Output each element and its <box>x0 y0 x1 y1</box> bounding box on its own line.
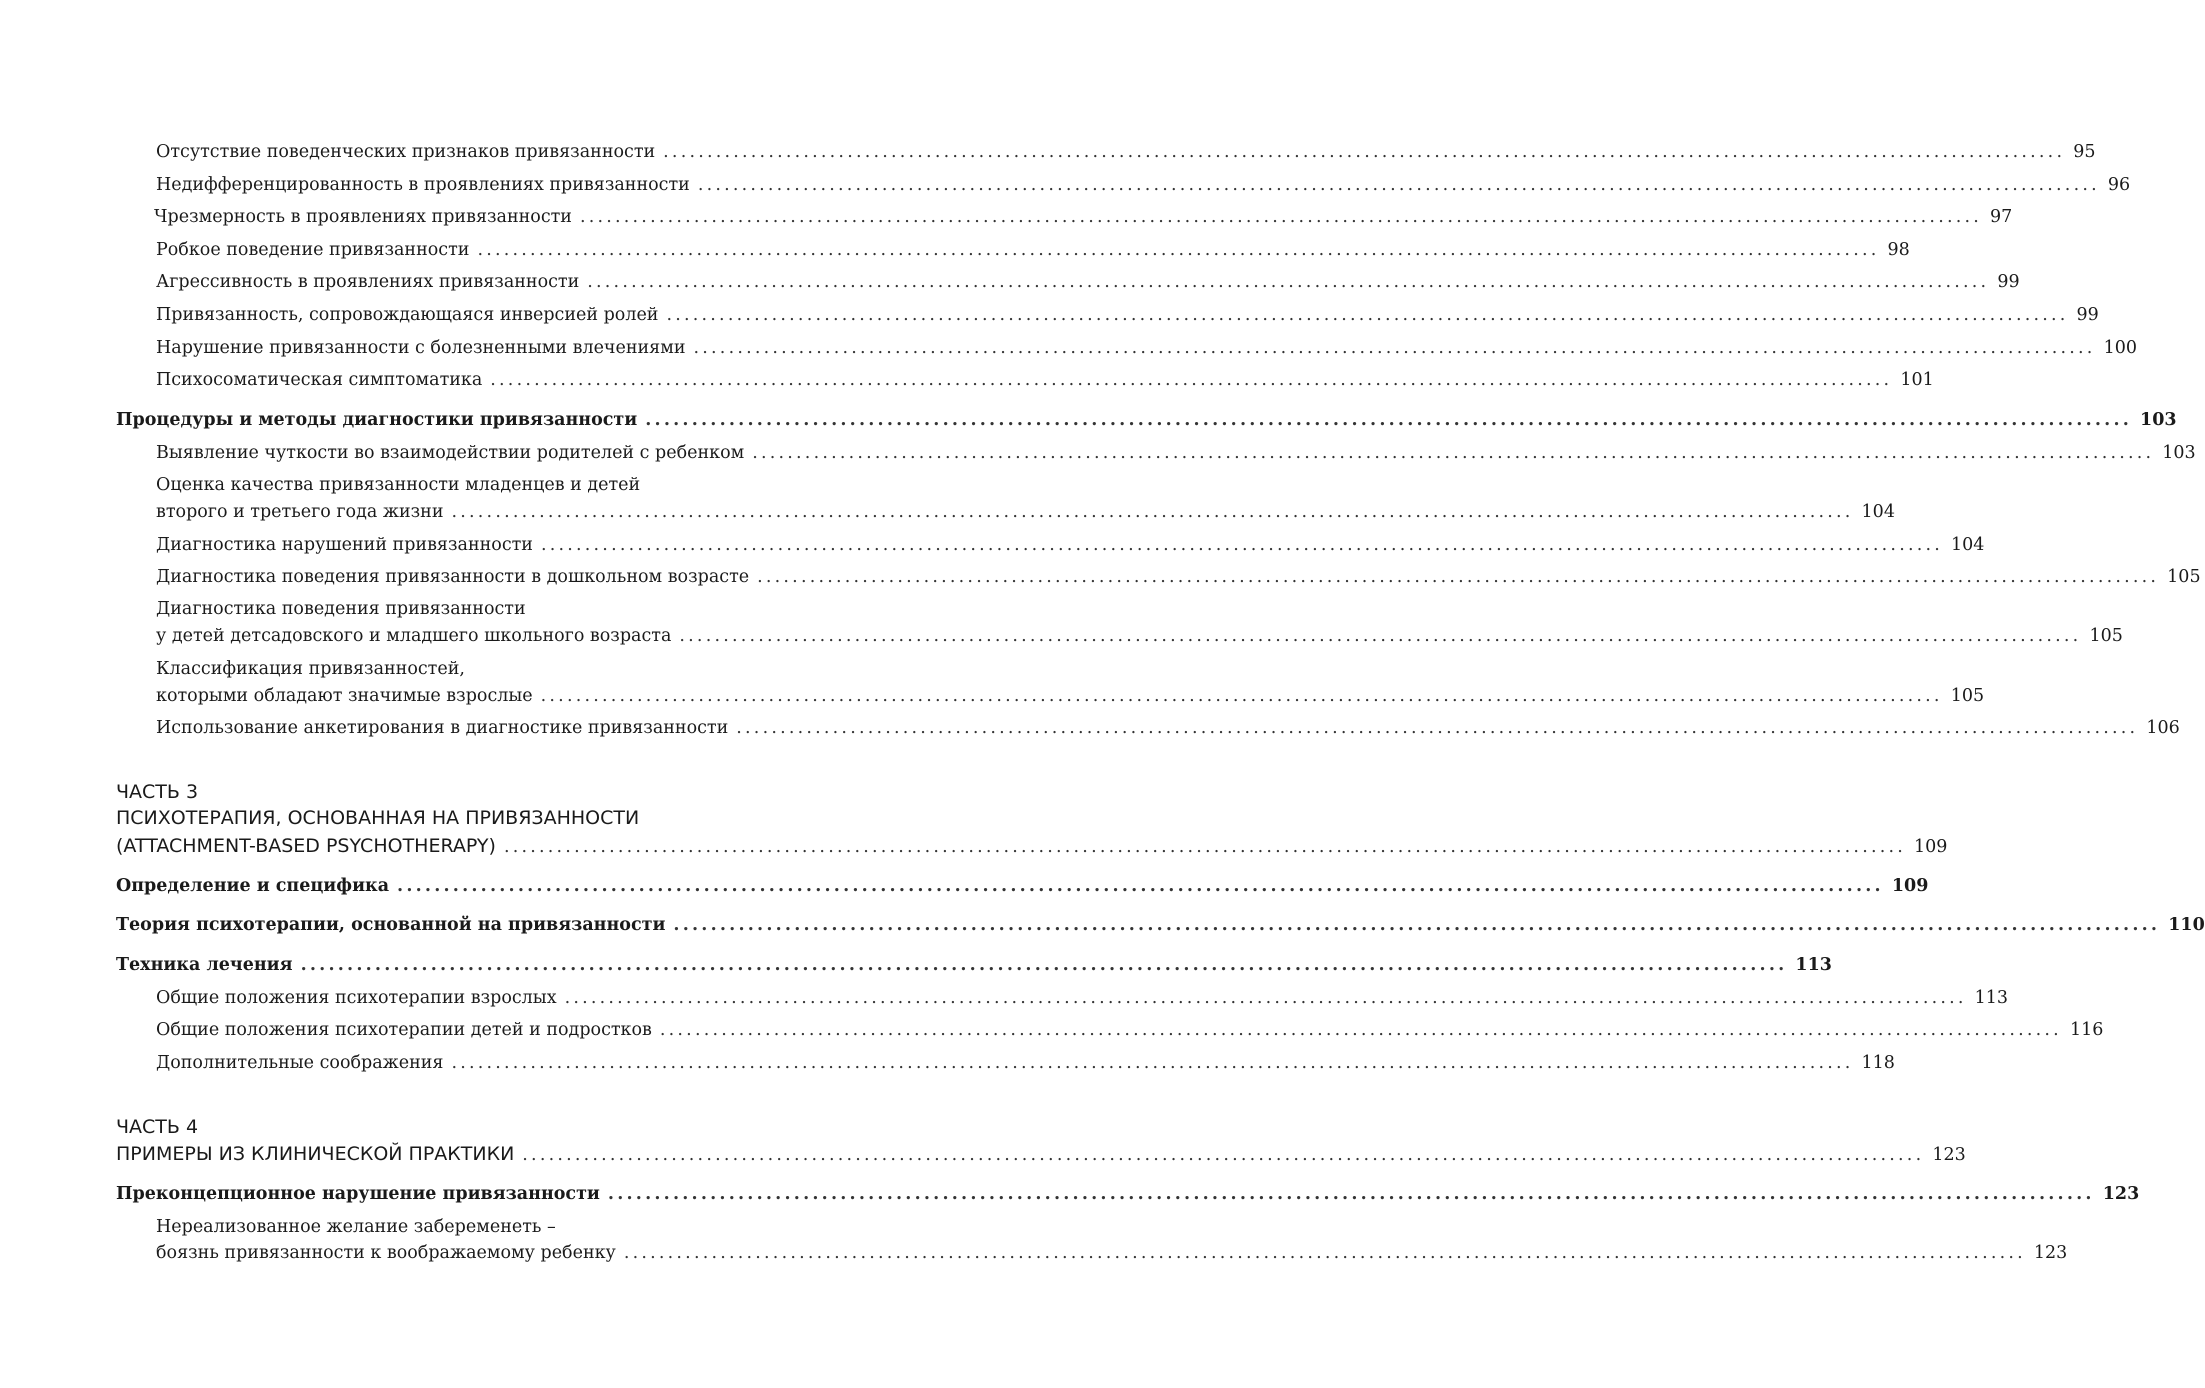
toc-entry-page: 123 <box>2033 1243 2068 1263</box>
toc-section-title: Теория психотерапии, основанной на привязанности <box>116 915 666 935</box>
toc-section-title: Процедуры и методы диагностики привязанности <box>116 410 638 430</box>
dot-leader: ................................................................................................................................................................ <box>693 338 2096 358</box>
toc-entry-title: Робкое поведение привязанности <box>156 240 470 260</box>
toc-entry-page: 96 <box>2107 175 2131 195</box>
toc-section-title: Техника лечения <box>116 955 293 975</box>
dot-leader: ................................................................................................................................................................ <box>607 1184 2095 1204</box>
toc-entry-page: 105 <box>1950 686 1985 706</box>
toc-section <box>116 1180 2140 1208</box>
dot-leader: ................................................................................................................................................................ <box>623 1243 2026 1263</box>
toc-section-page: 123 <box>2102 1184 2140 1204</box>
dot-leader: ................................................................................................................................................................ <box>564 988 1967 1008</box>
toc-entry-first-line: Классификация привязанностей, <box>156 659 465 679</box>
toc-entry <box>156 439 2196 467</box>
toc-entry-title: Привязанность, сопровождающаяся инверсией ролей <box>156 305 659 325</box>
toc-section-page: 109 <box>1891 876 1929 896</box>
dot-leader: ................................................................................................................................................................ <box>659 1020 2062 1040</box>
toc-entry <box>156 622 2123 650</box>
part-page: 123 <box>1932 1145 1966 1165</box>
toc-section-page: 113 <box>1795 955 1832 975</box>
toc-entry-title: боязнь привязанности к воображаемому ребенку <box>156 1243 616 1263</box>
dot-leader: ................................................................................................................................................................ <box>673 915 2161 935</box>
dot-leader: ................................................................................................................................................................ <box>697 175 2100 195</box>
dot-leader: ................................................................................................................................................................ <box>752 443 2155 463</box>
toc-entry-page: 98 <box>1887 240 1910 260</box>
toc-entry-first-line: Оценка качества привязанности младенцев и детей <box>156 475 641 495</box>
toc-section <box>116 406 2177 434</box>
toc-entry-title: Агрессивность в проявлениях привязанности <box>156 272 580 292</box>
toc-entry-title: Психосоматическая симптоматика <box>156 370 483 390</box>
toc-entry <box>156 171 2131 199</box>
toc-part <box>116 832 1948 860</box>
dot-leader: ................................................................................................................................................................ <box>490 370 1893 390</box>
dot-leader: ................................................................................................................................................................ <box>397 876 1884 896</box>
toc-entry-title: Чрезмерность в проявлениях привязанности <box>154 207 572 227</box>
toc-entry <box>156 984 2009 1012</box>
toc-section-page: 103 <box>2140 410 2177 430</box>
toc-entry <box>156 563 2201 591</box>
toc-entry <box>156 531 1985 559</box>
toc-entry <box>156 366 1934 394</box>
dot-leader: ................................................................................................................................................................ <box>736 718 2139 738</box>
toc-entry-title: Отсутствие поведенческих признаков привязанности <box>156 142 656 162</box>
dot-leader: ................................................................................................................................................................ <box>679 626 2082 646</box>
part-title-line: ПСИХОТЕРАПИЯ, ОСНОВАННАЯ НА ПРИВЯЗАННОСТИ <box>116 807 640 829</box>
toc-entry-page: 105 <box>2089 626 2123 646</box>
toc-entry-title: которыми обладают значимые взрослые <box>156 686 533 706</box>
toc-entry-title: Диагностика поведения привязанности в дошкольном возрасте <box>156 567 750 587</box>
toc-entry <box>156 714 2180 742</box>
toc-entry <box>156 301 2099 329</box>
toc-entry-page: 105 <box>2167 567 2201 587</box>
toc-entry-page: 97 <box>1990 207 2013 227</box>
toc-entry-page: 113 <box>1974 988 2009 1008</box>
dot-leader: ................................................................................................................................................................ <box>666 305 2069 325</box>
toc-entry-title: Использование анкетирования в диагностике привязанности <box>156 718 729 738</box>
dot-leader: ................................................................................................................................................................ <box>663 142 2066 162</box>
toc-section <box>116 951 1832 979</box>
toc-entry-page: 99 <box>2076 305 2099 325</box>
toc-entry-page: 104 <box>1951 535 1985 555</box>
toc-section <box>116 911 2205 939</box>
toc-entry-page: 103 <box>2162 443 2196 463</box>
toc-entry-page: 118 <box>1861 1053 1895 1073</box>
dot-leader: ................................................................................................................................................................ <box>503 837 1907 857</box>
toc-entry-page: 104 <box>1861 502 1895 522</box>
toc-entry-page: 99 <box>1997 272 2020 292</box>
toc-section-page: 110 <box>2168 915 2205 935</box>
dot-leader: ................................................................................................................................................................ <box>300 955 1788 975</box>
dot-leader: ................................................................................................................................................................ <box>477 240 1880 260</box>
toc-entry-title: Недифференцированность в проявлениях привязанности <box>156 175 690 195</box>
toc-entry-title: второго и третьего года жизни <box>156 502 444 522</box>
toc-entry <box>156 236 1910 264</box>
toc-entry <box>156 138 2096 166</box>
dot-leader: ................................................................................................................................................................ <box>587 272 1990 292</box>
dot-leader: ................................................................................................................................................................ <box>540 686 1943 706</box>
toc-entry <box>154 203 2013 231</box>
toc-entry <box>156 1016 2104 1044</box>
part-label: ЧАСТЬ 3 <box>116 781 199 803</box>
toc-entry-title: Дополнительные соображения <box>156 1053 444 1073</box>
toc-section-title: Определение и специфика <box>116 876 390 896</box>
toc-entry-page: 101 <box>1900 370 1934 390</box>
toc-entry-title: Диагностика нарушений привязанности <box>156 535 533 555</box>
toc-entry-title: Общие положения психотерапии детей и подростков <box>156 1020 652 1040</box>
toc-entry-first-line: Нереализованное желание забеременеть – <box>156 1217 556 1237</box>
toc-part <box>116 1140 1966 1168</box>
toc-entry-title: Нарушение привязанности с болезненными влечениями <box>156 338 686 358</box>
toc-entry-title: Общие положения психотерапии взрослых <box>156 988 557 1008</box>
part-page: 109 <box>1914 837 1948 857</box>
dot-leader: ................................................................................................................................................................ <box>451 502 1854 522</box>
dot-leader: ................................................................................................................................................................ <box>522 1145 1925 1165</box>
toc-entry <box>156 682 1985 710</box>
toc-entry-title: Выявление чуткости во взаимодействии родителей с ребенком <box>156 443 745 463</box>
part-label: ЧАСТЬ 4 <box>116 1116 199 1138</box>
toc-entry <box>156 268 2020 296</box>
dot-leader: ................................................................................................................................................................ <box>579 207 1983 227</box>
toc-section-title: Преконцепционное нарушение привязанности <box>116 1184 600 1204</box>
toc-entry-title: у детей детсадовского и младшего школьного возраста <box>156 626 672 646</box>
toc-entry-page: 95 <box>2073 142 2096 162</box>
toc-entry <box>156 1049 1895 1077</box>
toc-entry <box>156 498 1895 526</box>
toc-entry-page: 106 <box>2146 718 2180 738</box>
dot-leader: ................................................................................................................................................................ <box>645 410 2133 430</box>
toc-section <box>116 872 1929 900</box>
toc-entry <box>156 334 2137 362</box>
dot-leader: ................................................................................................................................................................ <box>757 567 2160 587</box>
dot-leader: ................................................................................................................................................................ <box>540 535 1944 555</box>
toc-entry-page: 100 <box>2103 338 2137 358</box>
toc-entry-first-line: Диагностика поведения привязанности <box>156 599 526 619</box>
dot-leader: ................................................................................................................................................................ <box>451 1053 1854 1073</box>
part-title: (ATTACHMENT-BASED PSYCHOTHERAPY) <box>116 835 496 857</box>
toc-entry <box>156 1239 2068 1267</box>
part-title: ПРИМЕРЫ ИЗ КЛИНИЧЕСКОЙ ПРАКТИКИ <box>116 1143 515 1165</box>
toc-entry-page: 116 <box>2069 1020 2104 1040</box>
